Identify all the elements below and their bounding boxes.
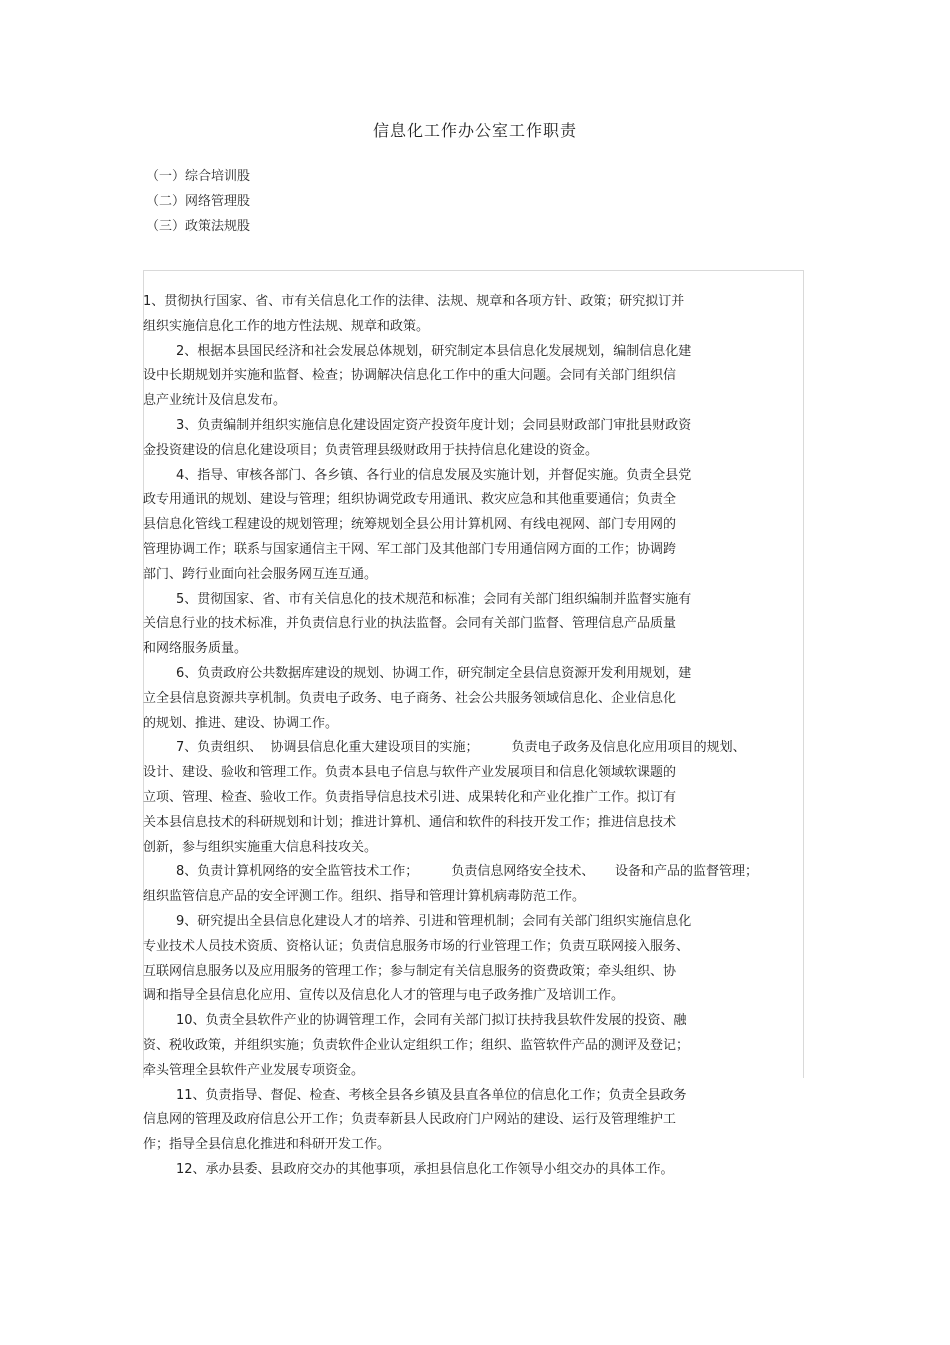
text-line: 创新，参与组织实施重大信息科技攻关。	[143, 839, 378, 855]
duty-paragraph	[143, 1158, 793, 1183]
text-line: 组织监管信息产品的安全评测工作。组织、指导和管理计算机病毒防范工作。	[143, 889, 586, 905]
text-line: 关本县信息技术的科研规划和计划；推进计算机、通信和软件的科技开发工作；推进信息技术	[143, 814, 677, 830]
duty-paragraph	[143, 736, 793, 860]
text-line: 设计、建设、验收和管理工作。负责本县电子信息与软件产业发展项目和信息化领域软课题的	[143, 765, 677, 781]
text-line: 资、税收政策，并组织实施；负责软件企业认定组织工作；组织、监管软件产品的测评及登记；	[143, 1037, 690, 1053]
text-line: 部门、跨行业面向社会服务网互连互通。	[143, 566, 378, 582]
text-line: 2、根据本县国民经济和社会发展总体规划，研究制定本县信息化发展规划，编制信息化建	[176, 343, 692, 359]
section-item: （二）网络管理股	[146, 194, 251, 209]
duty-paragraph	[143, 290, 793, 340]
duty-paragraph	[143, 910, 793, 1009]
text-line: 3、负责编制并组织实施信息化建设固定资产投资年度计划；会同县财政部门审批县财政资	[176, 417, 692, 433]
duty-paragraph	[143, 464, 793, 588]
text-line: 的规划、推进、建设、协调工作。	[143, 715, 339, 731]
text-line: 10、负责全县软件产业的协调管理工作，会同有关部门拟订扶持我县软件发展的投资、融	[176, 1013, 687, 1029]
duty-paragraph	[143, 414, 793, 464]
text-line: 息产业统计及信息发布。	[143, 393, 287, 409]
text-line: 7、负责组织、 协调县信息化重大建设项目的实施； 负责电子政务及信息化应用项目的规划、	[176, 740, 746, 756]
duty-paragraph	[143, 1009, 793, 1083]
text-line: 12、承办县委、县政府交办的其他事项，承担县信息化工作领导小组交办的具体工作。	[176, 1161, 674, 1177]
text-line: 金投资建设的信息化建设项目；负责管理县级财政用于扶持信息化建设的资金。	[143, 442, 599, 458]
text-line: 管理协调工作；联系与国家通信主干网、军工部门及其他部门专用通信网方面的工作；协调跨	[143, 541, 677, 557]
text-line: 设中长期规划并实施和监督、检查；协调解决信息化工作中的重大问题。会同有关部门组织信	[143, 368, 677, 384]
text-line: 1、贯彻执行国家、省、市有关信息化工作的法律、法规、规章和各项方针、政策；研究拟订并	[143, 294, 685, 309]
text-line: 作；指导全县信息化推进和科研开发工作。	[143, 1137, 391, 1153]
text-line: 5、贯彻国家、省、市有关信息化的技术规范和标准；会同有关部门组织编制并监督实施有	[176, 591, 692, 607]
text-line: 调和指导全县信息化应用、宣传以及信息化人才的管理与电子政务推广及培训工作。	[143, 988, 625, 1004]
section-item: （三）政策法规股	[146, 219, 251, 234]
text-line: 8、负责计算机网络的安全监管技术工作； 负责信息网络安全技术、 设备和产品的监督管理；	[176, 864, 758, 880]
section-list	[146, 164, 250, 239]
text-line: 6、负责政府公共数据库建设的规划、协调工作，研究制定全县信息资源开发利用规划，建	[176, 665, 692, 681]
text-line: 立全县信息资源共享机制。负责电子政务、电子商务、社会公共服务领域信息化、企业信息化	[143, 690, 677, 706]
duty-paragraph	[143, 1084, 793, 1158]
duty-paragraph	[143, 340, 793, 414]
text-line: 4、指导、审核各部门、各乡镇、各行业的信息发展及实施计划，并督促实施。负责全县党	[176, 467, 692, 483]
text-line: 牵头管理全县软件产业发展专项资金。	[143, 1062, 365, 1078]
text-line: 关信息行业的技术标准，并负责信息行业的执法监督。会同有关部门监督、管理信息产品质量	[143, 616, 677, 632]
duty-paragraph	[143, 662, 793, 736]
text-line: 立项、管理、检查、验收工作。负责指导信息技术引进、成果转化和产业化推广工作。拟订有	[143, 789, 677, 805]
text-line: 县信息化管线工程建设的规划管理；统筹规划全县公用计算机网、有线电视网、部门专用网的	[143, 517, 677, 533]
text-line: 互联网信息服务以及应用服务的管理工作；参与制定有关信息服务的资费政策；牵头组织、协	[143, 963, 677, 979]
duty-paragraph	[143, 588, 793, 662]
duties-text	[143, 290, 793, 1183]
text-line: 政专用通讯的规划、建设与管理；组织协调党政专用通讯、救灾应急和其他重要通信；负责全	[143, 492, 677, 508]
text-line: 和网络服务质量。	[143, 641, 248, 657]
text-line: 9、研究提出全县信息化建设人才的培养、引进和管理机制；会同有关部门组织实施信息化	[176, 913, 692, 929]
text-line: 组织实施信息化工作的地方性法规、规章和政策。	[143, 318, 430, 334]
text-line: 信息网的管理及政府信息公开工作；负责奉新县人民政府门户网站的建设、运行及管理维护工	[143, 1112, 677, 1128]
duty-paragraph	[143, 860, 793, 910]
section-item: （一）综合培训股	[146, 169, 251, 184]
text-line: 11、负责指导、督促、检查、考核全县各乡镇及县直各单位的信息化工作；负责全县政务	[176, 1087, 687, 1103]
document-title: 信息化工作办公室工作职责	[372, 121, 577, 140]
text-line: 专业技术人员技术资质、资格认证；负责信息服务市场的行业管理工作；负责互联网接入服务、	[143, 938, 690, 954]
